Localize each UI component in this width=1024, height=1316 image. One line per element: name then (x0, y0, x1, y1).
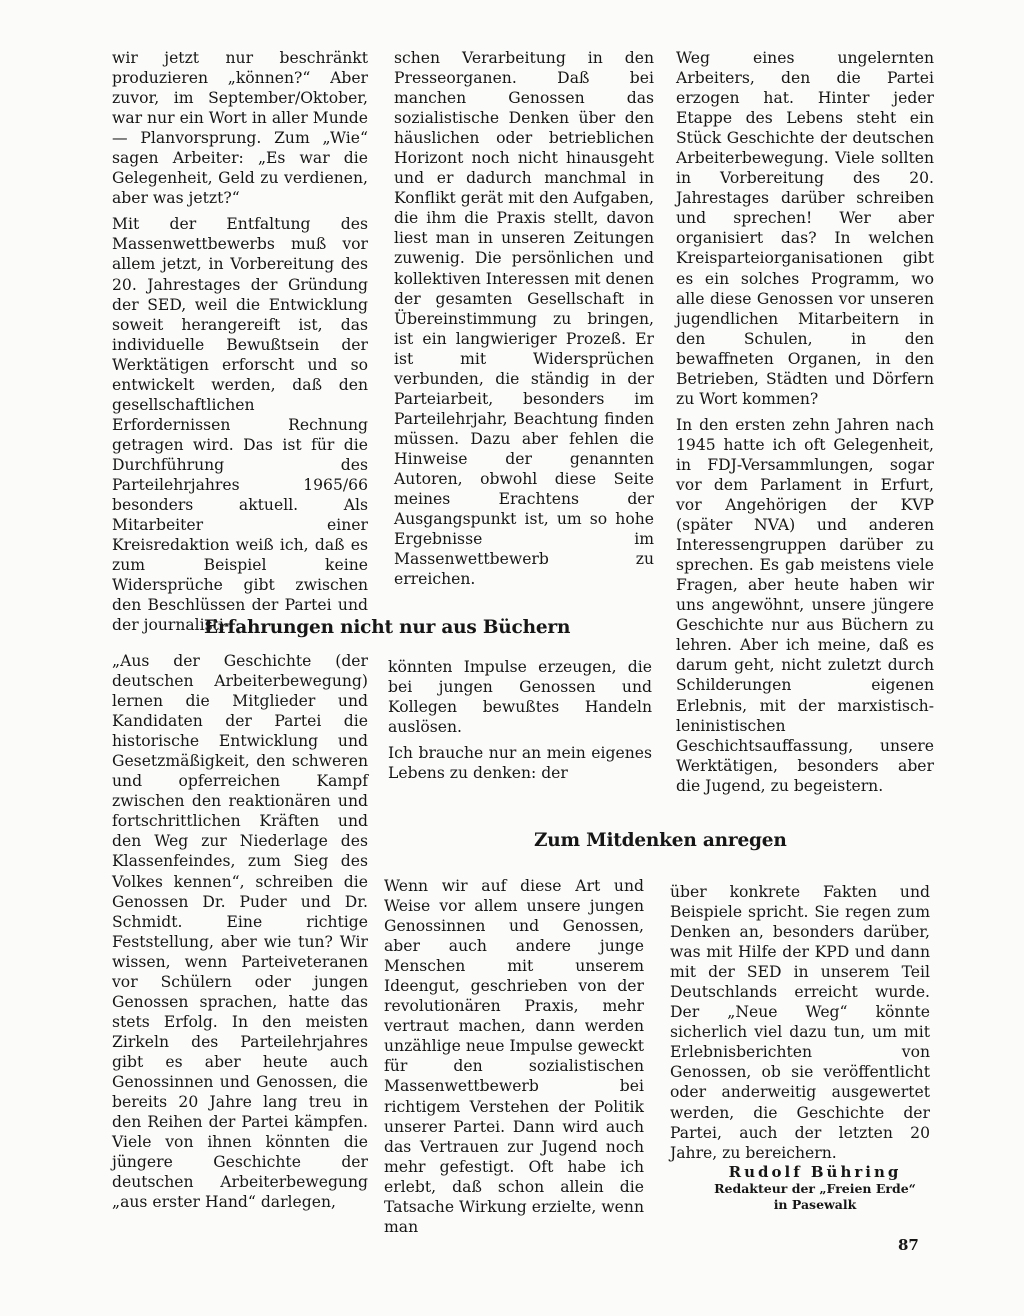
author-location: in Pasewalk (773, 1197, 857, 1212)
paragraph: In den ersten zehn Jahren nach 1945 hatte ich oft Gelegenheit, in FDJ-Versammlungen, sogar vor dem Parlament in Erfurt, vor Angehörigen der KVP (später NVA) und anderen Interessengruppen darüber zu sprechen. Es gab meistens viele Fragen, aber heute haben wir uns angewöhnt, unsere jüngere Geschichte nur aus Büchern zu lehren. Aber ich meine, daß es darum geht, nicht zuletzt durch Schilderungen eigenen Erlebnis, mit der marxistisch-leninistischen Geschichtsauffassung, unsere Werktätigen, besonders aber die Jugend, zu begeistern. (676, 415, 934, 795)
paragraph: „Aus der Geschichte (der deutschen Arbeiterbewegung) lernen die Mitglieder und Kandidaten der Partei die historische Entwicklung und Gesetzmäßigkeit, den schweren und opferreichen Kampf zwischen den reaktionären und fortschrittlichen Kräften und den Weg zur Niederlage des Klassenfeindes, zum Sieg des Volkes kennen“, schreiben die Genossen Dr. Puder und Dr. Schmidt. Eine richtige Feststellung, aber wie tun? Wir wissen, wenn Parteiveteranen vor Schülern oder jungen Genossen sprachen, hatte das stets Erfolg. In den meisten Zirkeln des Parteilehrjahres gibt es aber heute auch Genossinnen und Genossen, die bereits 20 Jahre lang treu in den Reihen der Partei kämpfen. Viele von ihnen könnten die jüngere Geschichte der deutschen Arbeiterbewegung „aus erster Hand“ darlegen, (112, 652, 368, 1212)
paragraph: über konkrete Fakten und Beispiele spricht. Sie regen zum Denken an, besonders darüber, was mit Hilfe der KPD und dann mit der SED in unserem Teil Deutschlands erreicht wurde. Der „Neue Weg“ könnte sicherlich viel dazu tun, um mit Erlebnisberichten von Genossen, ob sie veröffentlicht oder anderweitig ausgewertet werden, die Geschichte der Partei, auch der letzten 20 Jahre, zu bereichern. (670, 883, 930, 1162)
section-heading-thinking: Zum Mitdenken anregen (534, 830, 787, 851)
column-mid-middle (388, 657, 652, 789)
author-title: Redakteur der „Freien Erde“ (714, 1181, 916, 1196)
section-heading-books: Erfahrungen nicht nur aus Büchern (204, 617, 571, 638)
paragraph: wir jetzt nur beschränkt produzieren „können?“ Aber zuvor, im September/Oktober, war nur ein Wort in aller Munde — Planvorsprung. Zum „Wie“ sagen Arbeiter: „Es war die Gelegenheit, Geld zu verdienen, aber was jetzt?“ (112, 49, 368, 208)
column-right-upper (676, 48, 934, 802)
column-top-middle (394, 48, 654, 595)
paragraph: Ich brauche nur an mein eigenes Lebens zu denken: der (388, 744, 652, 783)
column-top-left (112, 48, 368, 641)
paragraph: schen Verarbeitung in den Presseorganen. Daß bei manchen Genossen das sozialistische Denken über den häuslichen oder betrieblichen Horizont noch nicht hinausgeht und er dadurch manchmal in Konflikt gerät mit den Aufgaben, die ihm die Praxis stellt, davon liest man in unseren Zeitungen zuwenig. Die persönlichen und kollektiven Interessen mit denen der gesamten Gesellschaft in Übereinstimmung zu bringen, ist ein langwieriger Prozeß. Er ist mit Widersprüchen verbunden, die ständig in der Parteiarbeit, besonders im Parteilehrjahr, Beachtung finden müssen. Dazu aber fehlen die Hinweise der genannten Autoren, obwohl diese Seite meines Erachtens der Ausgangspunkt ist, um so hohe Ergebnisse im Massenwettbewerb zu erreichen. (394, 49, 654, 589)
author-name: Rudolf Bühring (728, 1163, 902, 1181)
paragraph: könnten Impulse erzeugen, die bei jungen Genossen und Kollegen bewußtes Handeln auslösen. (388, 658, 652, 737)
paragraph: Mit der Entfaltung des Massenwettbewerbs muß vor allem jetzt, in Vorbereitung des 20. Jahrestages der Gründung der SED, weil die Entwicklung soweit herangereift ist, das individuelle Bewußtsein der Werktätigen erforscht und so entwickelt werden, daß den gesellschaftlichen Erfordernissen Rechnung getragen wird. Das ist für die Durchführung des Parteilehrjahres 1965/66 besonders aktuell. Als Mitarbeiter einer Kreisredaktion weiß ich, daß es zum Beispiel keine Widersprüche gibt zwischen den Beschlüssen der Partei und der journalisti- (112, 215, 368, 635)
paragraph: Wenn wir auf diese Art und Weise vor allem unsere jungen Genossinnen und Genossen, aber auch andere junge Menschen mit unserem Ideengut, geschrieben von der revolutionären Praxis, mehr vertraut machen, dann werden unzählige neue Impulse geweckt für den sozialistischen Massenwettbewerb bei richtigem Verstehen der Politik unserer Partei. Dann wird auch das Vertrauen zur Jugend noch mehr gefestigt. Oft habe ich erlebt, daß schon allein die Tatsache Wirkung erzielte, wenn man (384, 877, 644, 1236)
column-bottom-middle (384, 876, 644, 1243)
column-mid-left (112, 651, 368, 1218)
author-signature (690, 1163, 940, 1213)
paragraph: Weg eines ungelernten Arbeiters, den die Partei erzogen hat. Hinter jeder Etappe des Lebens steht ein Stück Geschichte der deutschen Arbeiterbewegung. Viele sollten in Vorbereitung des 20. Jahrestages darüber schreiben und sprechen! Wer aber organisiert das? In welchen Kreisparteiorganisationen gibt es ein solches Programm, wo alle diese Genossen vor unseren jugendlichen Mitarbeitern in den Schulen, in den bewaffneten Organen, in den Betrieben, Städten und Dörfern zu Wort kommen? (676, 49, 934, 408)
column-bottom-right (670, 882, 930, 1169)
page-number: 87 (898, 1236, 919, 1254)
